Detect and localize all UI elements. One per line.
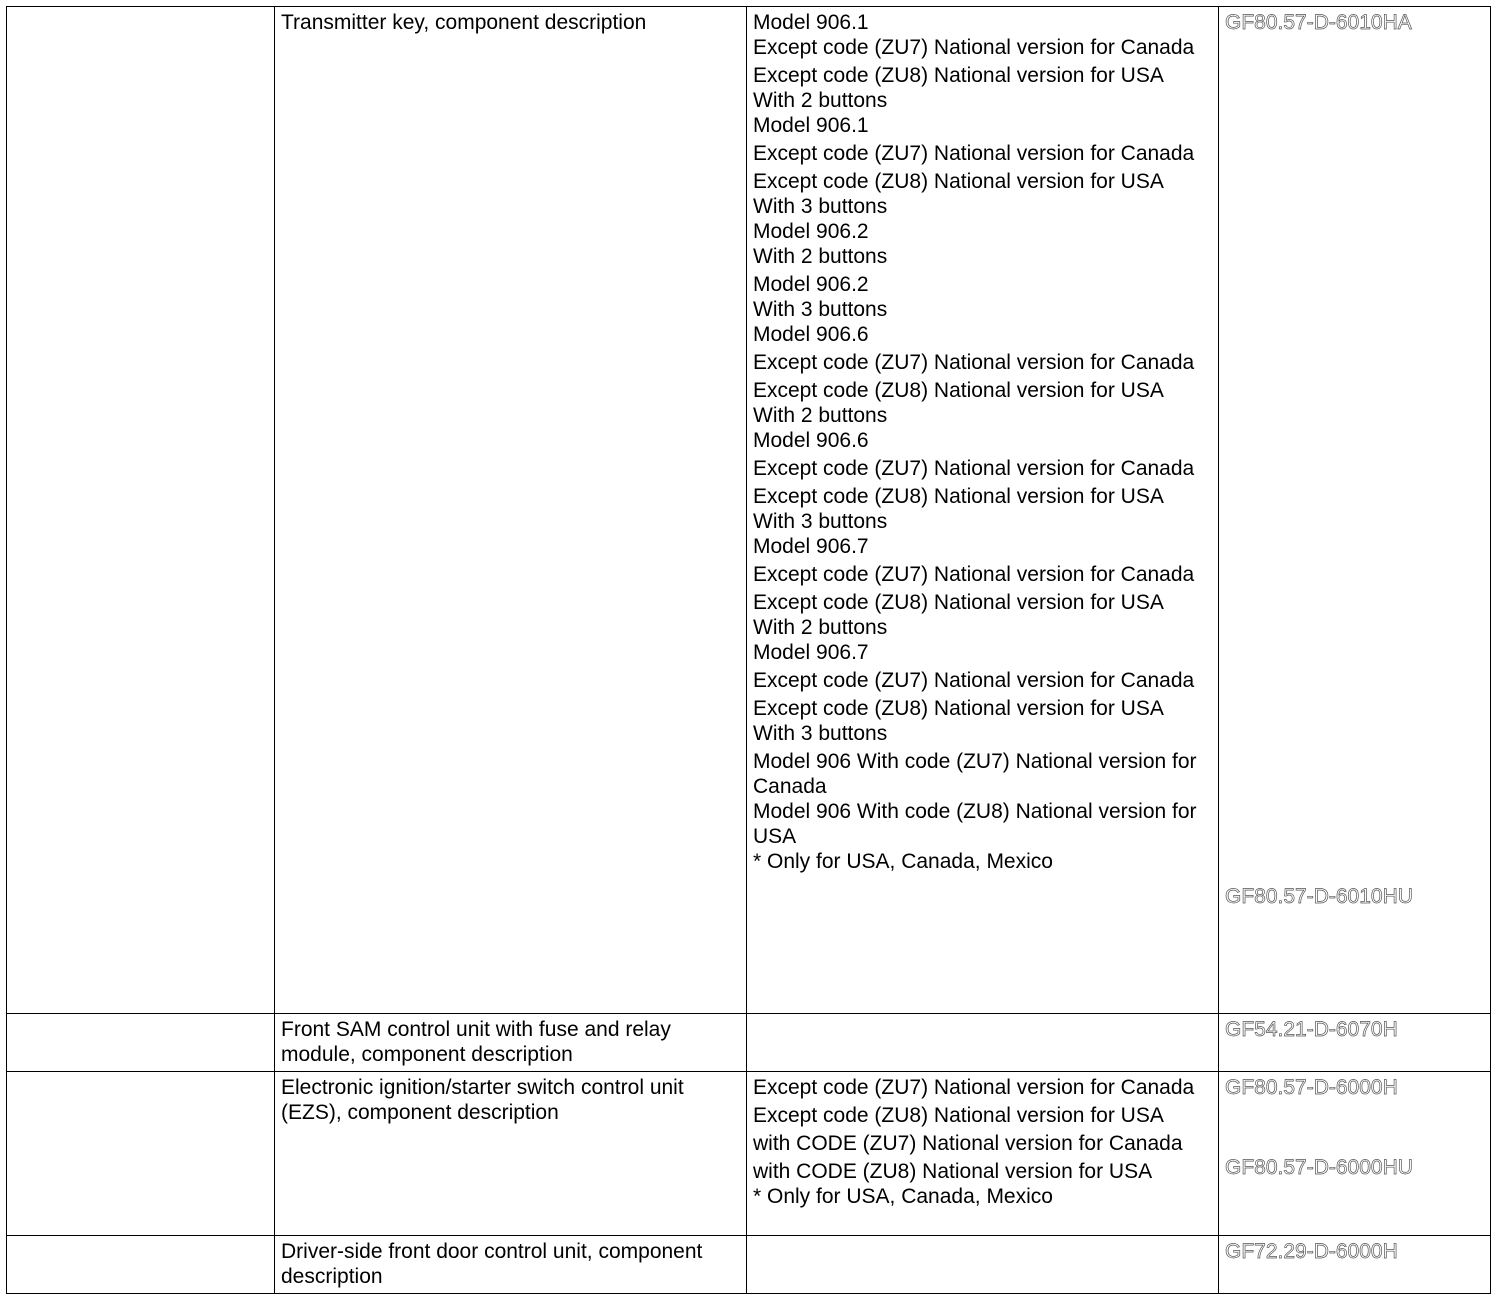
condition-line: Except code (ZU7) National version for Canada — [753, 563, 1195, 586]
condition-line: Model 906.7 — [753, 641, 869, 664]
component-label: Electronic ignition/starter switch control unit (EZS), component description — [281, 1076, 684, 1124]
condition-line: Except code (ZU8) National version for USA — [753, 697, 1164, 720]
condition-line: Model 906.6 — [753, 429, 869, 452]
blank-cell — [7, 1014, 275, 1072]
condition-group — [753, 668, 1212, 693]
component-label: Transmitter key, component description — [281, 11, 647, 34]
document-reference-link[interactable]: GF72.29-D-6000H — [1225, 1240, 1398, 1263]
condition-line: with CODE (ZU7) National version for Canada — [753, 1132, 1183, 1155]
table-row — [7, 1236, 1491, 1294]
condition-line: With 3 buttons — [753, 195, 888, 218]
reference-cell — [1219, 7, 1491, 1014]
condition-line: With 2 buttons — [753, 404, 888, 427]
condition-group — [753, 456, 1212, 481]
condition-group — [753, 1103, 1212, 1128]
condition-line: Model 906 With code (ZU7) National version for Canada — [753, 750, 1197, 798]
condition-line: Except code (ZU7) National version for Canada — [753, 669, 1195, 692]
condition-line: Except code (ZU8) National version for USA — [753, 170, 1164, 193]
condition-line: Except code (ZU7) National version for Canada — [753, 36, 1195, 59]
condition-group — [753, 350, 1212, 375]
condition-group — [753, 141, 1212, 166]
component-label: Front SAM control unit with fuse and relay module, component description — [281, 1018, 671, 1066]
component-label: Driver-side front door control unit, component description — [281, 1240, 703, 1288]
component-description — [275, 7, 747, 1014]
condition-line: With 2 buttons — [753, 245, 888, 268]
condition-group — [753, 562, 1212, 587]
condition-group — [753, 1131, 1212, 1156]
condition-line: Model 906.1 — [753, 114, 869, 137]
condition-line: Model 906.6 — [753, 323, 869, 346]
component-description — [275, 1072, 747, 1236]
table-row — [7, 7, 1491, 1014]
condition-line: With 3 buttons — [753, 722, 888, 745]
document-reference-link[interactable]: GF54.21-D-6070H — [1225, 1018, 1398, 1041]
condition-line: With 2 buttons — [753, 616, 888, 639]
condition-line: Model 906.1 — [753, 11, 869, 34]
blank-cell — [7, 1236, 275, 1294]
condition-group — [753, 63, 1212, 138]
condition-group — [753, 10, 1212, 60]
condition-cell — [747, 1014, 1219, 1072]
condition-line: Except code (ZU8) National version for USA — [753, 591, 1164, 614]
condition-group — [753, 272, 1212, 347]
blank-cell — [7, 1072, 275, 1236]
condition-group — [753, 1075, 1212, 1100]
condition-group — [753, 749, 1212, 874]
table-row — [7, 1072, 1491, 1236]
condition-line: Model 906.2 — [753, 220, 869, 243]
reference-cell — [1219, 1236, 1491, 1294]
condition-line: Except code (ZU7) National version for Canada — [753, 457, 1195, 480]
condition-group — [753, 378, 1212, 453]
condition-cell — [747, 1236, 1219, 1294]
condition-line: Except code (ZU7) National version for Canada — [753, 142, 1195, 165]
document-reference-link[interactable]: GF80.57-D-6000H — [1225, 1076, 1398, 1099]
condition-line: Model 906.2 — [753, 273, 869, 296]
blank-cell — [7, 7, 275, 1014]
component-description — [275, 1014, 747, 1072]
component-table — [6, 6, 1491, 1294]
condition-group — [753, 590, 1212, 665]
condition-line: Except code (ZU7) National version for Canada — [753, 351, 1195, 374]
condition-line: Except code (ZU8) National version for USA — [753, 64, 1164, 87]
document-reference-link[interactable]: GF80.57-D-6010HA — [1225, 11, 1412, 34]
condition-line: Model 906 With code (ZU8) National version for USA — [753, 800, 1197, 848]
reference-cell — [1219, 1014, 1491, 1072]
condition-line: Model 906.7 — [753, 535, 869, 558]
condition-line: With 3 buttons — [753, 298, 888, 321]
condition-cell — [747, 7, 1219, 1014]
table-row — [7, 1014, 1491, 1072]
condition-line: Except code (ZU8) National version for USA — [753, 485, 1164, 508]
condition-group — [753, 484, 1212, 559]
condition-line: Except code (ZU8) National version for USA — [753, 1104, 1164, 1127]
condition-line: Except code (ZU7) National version for Canada — [753, 1076, 1195, 1099]
condition-line: * Only for USA, Canada, Mexico — [753, 850, 1053, 873]
condition-group — [753, 169, 1212, 269]
condition-line: with CODE (ZU8) National version for USA — [753, 1160, 1153, 1183]
document-reference-link[interactable]: GF80.57-D-6010HU — [1225, 885, 1413, 908]
condition-line: Except code (ZU8) National version for USA — [753, 379, 1164, 402]
condition-group — [753, 696, 1212, 746]
component-description — [275, 1236, 747, 1294]
condition-cell — [747, 1072, 1219, 1236]
condition-line: * Only for USA, Canada, Mexico — [753, 1185, 1053, 1208]
document-reference-link[interactable]: GF80.57-D-6000HU — [1225, 1156, 1413, 1179]
condition-line: With 3 buttons — [753, 510, 888, 533]
condition-line: With 2 buttons — [753, 89, 888, 112]
reference-cell — [1219, 1072, 1491, 1236]
condition-group — [753, 1159, 1212, 1209]
